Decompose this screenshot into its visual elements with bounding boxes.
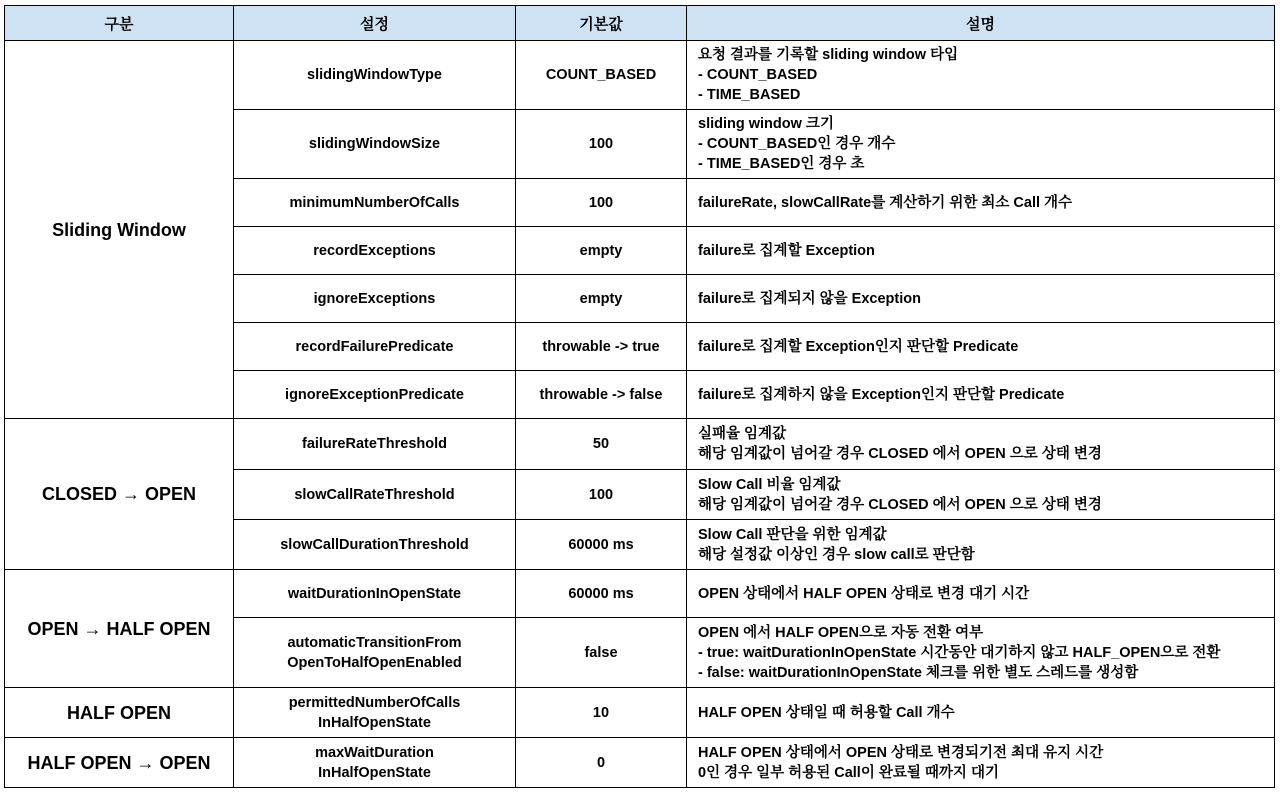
description-line: - COUNT_BASED인 경우 개수: [698, 136, 896, 152]
table-row: [5, 570, 1275, 618]
setting-cell: [234, 110, 516, 179]
default-cell: 10: [516, 688, 687, 738]
description-cell: [687, 227, 1275, 275]
default-cell: throwable -> true: [516, 323, 687, 371]
default-cell: throwable -> false: [516, 371, 687, 419]
description-cell: [687, 41, 1275, 110]
description-line: Slow Call 비율 임계값: [698, 476, 841, 493]
default-cell: 100: [516, 110, 687, 179]
default-cell: 60000 ms: [516, 570, 687, 618]
description-line: 0인 경우 일부 허용된 Call이 완료될 때까지 대기: [698, 764, 999, 781]
description-cell: [687, 179, 1275, 227]
description-line: HALF OPEN 상태에서 OPEN 상태로 변경되기전 최대 유지 시간: [698, 744, 1104, 761]
description-line: - true: waitDurationInOpenState 시간동안 대기하지 않고 HALF_OPEN으로 전환: [698, 644, 1221, 661]
header-default: 기본값: [516, 6, 687, 41]
description-cell: [687, 618, 1275, 688]
default-cell: 50: [516, 419, 687, 470]
category-open-to-half-open: OPEN → HALF OPEN: [5, 570, 234, 688]
description-line: OPEN 상태에서 HALF OPEN 상태로 변경 대기 시간: [698, 585, 1030, 602]
description-line: 요청 결과를 기록할 sliding window 타입: [698, 47, 959, 63]
default-cell: false: [516, 618, 687, 688]
setting-name: permittedNumberOfCalls: [288, 694, 461, 711]
default-cell: empty: [516, 227, 687, 275]
table-row: [5, 688, 1275, 738]
setting-cell: [234, 227, 516, 275]
setting-cell: [234, 323, 516, 371]
description-line: HALF OPEN 상태일 때 허용할 Call 개수: [698, 704, 955, 721]
setting-name: OpenToHalfOpenEnabled: [287, 654, 462, 671]
description-line: failure로 집계할 Exception: [698, 242, 875, 259]
header-category: 구분: [5, 6, 234, 41]
category-sliding-window: Sliding Window: [5, 41, 234, 419]
setting-cell: [234, 371, 516, 419]
description-line: - COUNT_BASED: [698, 67, 818, 83]
setting-cell: [234, 618, 516, 688]
description-line: 해당 설정값 이상인 경우 slow call로 판단함: [698, 546, 975, 563]
category-half-open-to-open: HALF OPEN → OPEN: [5, 738, 234, 788]
config-table: [4, 5, 1275, 788]
config-table-container: [4, 5, 1275, 788]
setting-name: recordExceptions: [313, 242, 436, 259]
default-cell: 100: [516, 470, 687, 520]
description-cell: [687, 520, 1275, 570]
setting-cell: [234, 570, 516, 618]
setting-name: maxWaitDuration: [315, 744, 434, 761]
description-line: - false: waitDurationInOpenState 체크를 위한 별도 스레드를 생성함: [698, 664, 1139, 681]
default-cell: empty: [516, 275, 687, 323]
setting-name: slidingWindowType: [307, 67, 442, 83]
setting-cell: [234, 688, 516, 738]
description-cell: [687, 470, 1275, 520]
description-line: failure로 집계되지 않을 Exception: [698, 290, 921, 307]
description-line: failure로 집계할 Exception인지 판단할 Predicate: [698, 338, 1019, 355]
table-row: [5, 419, 1275, 470]
description-line: 해당 임계값이 넘어갈 경우 CLOSED 에서 OPEN 으로 상태 변경: [698, 446, 1102, 462]
header-row: [5, 6, 1275, 41]
description-cell: [687, 419, 1275, 470]
default-cell: 60000 ms: [516, 520, 687, 570]
setting-name: automaticTransitionFrom: [287, 634, 462, 651]
description-cell: [687, 570, 1275, 618]
header-description: 설명: [687, 6, 1275, 41]
description-line: sliding window 크기: [698, 116, 834, 132]
category-closed-to-open: CLOSED → OPEN: [5, 419, 234, 570]
description-cell: [687, 110, 1275, 179]
description-cell: [687, 738, 1275, 788]
setting-name: minimumNumberOfCalls: [289, 194, 460, 211]
description-line: - TIME_BASED인 경우 초: [698, 156, 865, 172]
default-cell: COUNT_BASED: [516, 41, 687, 110]
description-line: Slow Call 판단을 위한 임계값: [698, 526, 887, 543]
description-line: - TIME_BASED: [698, 87, 801, 103]
setting-cell: [234, 470, 516, 520]
setting-name: waitDurationInOpenState: [287, 585, 462, 602]
description-cell: [687, 323, 1275, 371]
description-line: failureRate, slowCallRate를 계산하기 위한 최소 Call 개수: [698, 194, 1073, 211]
setting-cell: [234, 738, 516, 788]
setting-name: InHalfOpenState: [318, 764, 431, 781]
setting-name: ignoreExceptionPredicate: [285, 386, 464, 403]
setting-name: failureRateThreshold: [301, 436, 448, 452]
setting-name: InHalfOpenState: [318, 714, 431, 731]
setting-cell: [234, 179, 516, 227]
description-line: OPEN 에서 HALF OPEN으로 자동 전환 여부: [698, 624, 984, 641]
setting-cell: [234, 520, 516, 570]
description-line: 실패율 임계값: [698, 426, 787, 442]
default-cell: 0: [516, 738, 687, 788]
setting-name: recordFailurePredicate: [295, 338, 454, 355]
description-line: failure로 집계하지 않을 Exception인지 판단할 Predicate: [698, 386, 1065, 403]
setting-name: slowCallDurationThreshold: [280, 536, 469, 553]
description-cell: [687, 371, 1275, 419]
setting-name: slidingWindowSize: [308, 136, 441, 152]
table-row: [5, 41, 1275, 110]
description-cell: [687, 688, 1275, 738]
default-cell: 100: [516, 179, 687, 227]
description-line: 해당 임계값이 넘어갈 경우 CLOSED 에서 OPEN 으로 상태 변경: [698, 496, 1102, 513]
setting-cell: [234, 419, 516, 470]
setting-cell: [234, 275, 516, 323]
setting-name: slowCallRateThreshold: [294, 486, 455, 503]
setting-cell: [234, 41, 516, 110]
category-half-open: HALF OPEN: [5, 688, 234, 738]
setting-name: ignoreExceptions: [313, 290, 436, 307]
description-cell: [687, 275, 1275, 323]
table-row: [5, 738, 1275, 788]
header-setting: 설정: [234, 6, 516, 41]
